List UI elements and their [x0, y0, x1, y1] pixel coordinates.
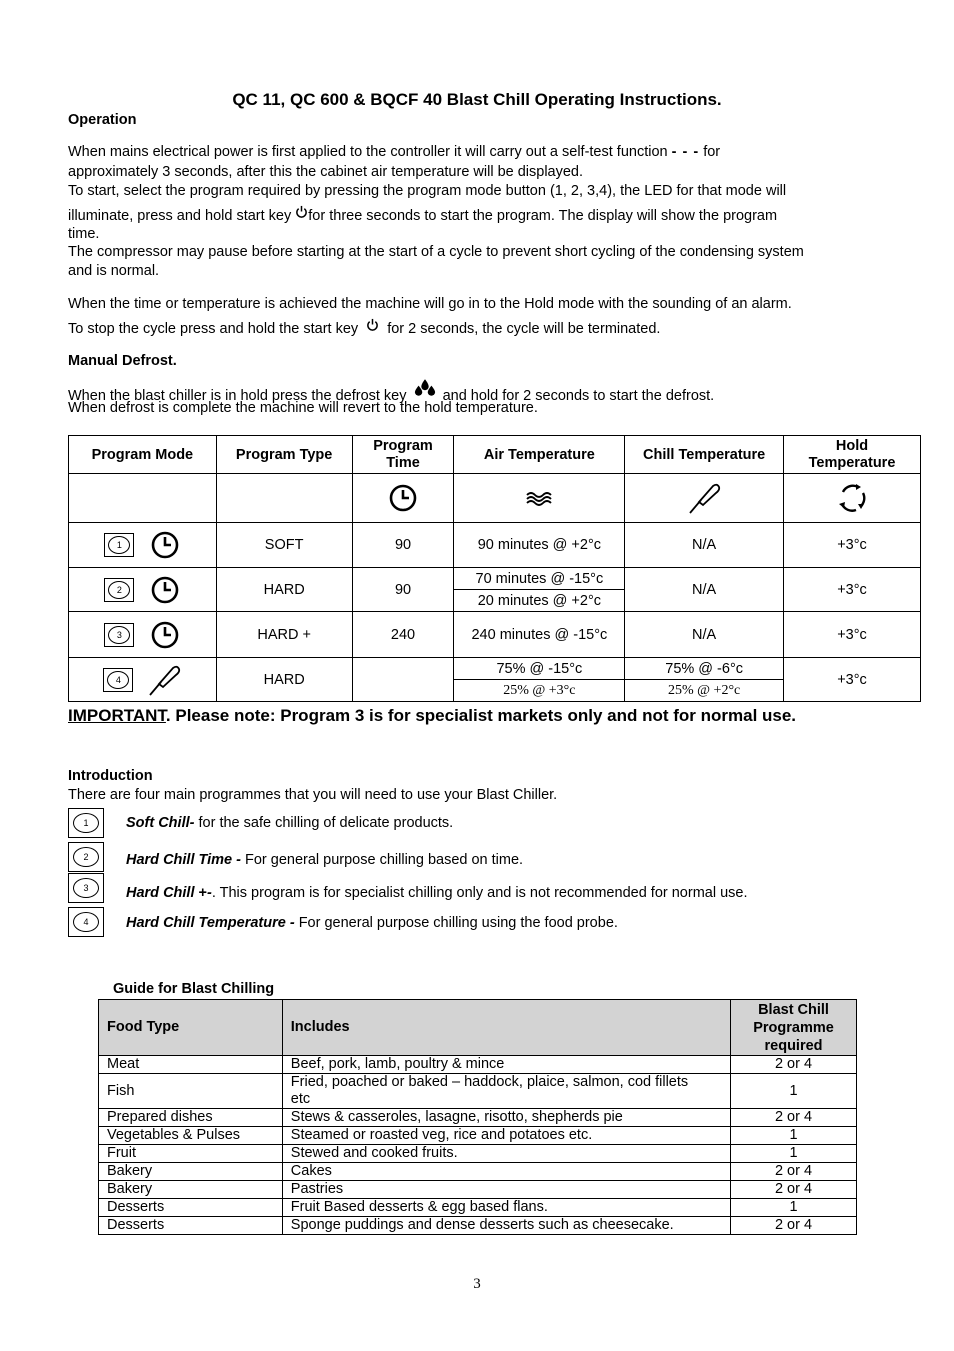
power-icon: [295, 205, 308, 218]
intro-item-desc: for the safe chilling of delicate products.: [194, 815, 454, 831]
program-table-icon-row: [69, 474, 921, 523]
operation-p1c: approximately 3 seconds, after this the cabinet air temperature will be displayed.: [68, 164, 584, 180]
introduction-heading: Introduction: [68, 768, 153, 784]
food-type: Fish: [99, 1074, 283, 1109]
chill-temperature: N/A: [625, 612, 784, 658]
program-number: 1: [108, 536, 130, 554]
intro-item-name: Soft Chill-: [126, 815, 195, 831]
programme: 1: [731, 1145, 857, 1163]
defrost-icon: [414, 378, 436, 397]
includes: Stewed and cooked fruits.: [282, 1145, 730, 1163]
food-type: Prepared dishes: [99, 1109, 283, 1127]
includes: Sponge puddings and dense desserts such as cheesecake.: [282, 1217, 730, 1235]
important-text: . Please note: Program 3 is for specialist markets only and not for normal use.: [165, 706, 797, 725]
operation-p1b: for: [703, 144, 721, 160]
operation-p3a: The compressor may pause before starting at the start of a cycle to prevent short cycling of the condensing system: [68, 244, 804, 260]
intro-item-name-suffix: -: [206, 885, 212, 901]
program-number: 4: [73, 912, 99, 932]
programme: 1: [731, 1127, 857, 1145]
important-label: IMPORTANT: [68, 706, 166, 725]
self-test-dashes: - - -: [671, 144, 700, 160]
food-type: Desserts: [99, 1217, 283, 1235]
includes: Beef, pork, lamb, poultry & mince: [282, 1056, 730, 1074]
program-row-1: [69, 523, 921, 568]
hold-temperature: +3°c: [784, 523, 921, 568]
includes: Stews & casseroles, lasagne, risotto, shepherds pie: [282, 1109, 730, 1127]
program-3-button-icon: [104, 623, 134, 647]
air-temperature: 25% @ +3°c: [454, 680, 625, 702]
program-mode-cell: [69, 658, 217, 702]
program-type: SOFT: [216, 523, 352, 568]
icon-cell-empty: [216, 474, 352, 523]
table-row: [99, 1109, 857, 1127]
program-number: 2: [108, 581, 130, 599]
hold-temperature: +3°c: [784, 658, 921, 702]
program-1-button-icon: [104, 533, 134, 557]
table-row: [99, 1199, 857, 1217]
program-4-button-icon: [103, 668, 133, 692]
guide-header-programme: Blast Chill Programme required: [731, 1000, 857, 1056]
table-row: [99, 1074, 857, 1109]
operation-p4b: To stop the cycle press and hold the start key: [68, 321, 359, 337]
intro-item-desc: . This program is for specialist chilling only and is not recommended for normal use.: [211, 885, 748, 901]
food-type: Fruit: [99, 1145, 283, 1163]
food-type: Meat: [99, 1056, 283, 1074]
program-mode-cell: [69, 568, 217, 612]
header-hold-temperature: Hold Temperature: [784, 436, 921, 474]
table-row: [99, 1145, 857, 1163]
guide-title: Guide for Blast Chilling: [113, 981, 275, 997]
guide-table: [98, 999, 857, 1235]
header-program-type: Program Type: [216, 436, 352, 474]
programme: 1: [731, 1074, 857, 1109]
includes: Steamed or roasted veg, rice and potatoes etc.: [282, 1127, 730, 1145]
food-probe-icon: [147, 663, 181, 697]
program-time: 90: [352, 523, 454, 568]
operation-p2c: for three seconds to start the program. The display will show the program: [308, 208, 778, 224]
programme: 1: [731, 1199, 857, 1217]
operation-p3b: and is normal.: [68, 263, 160, 279]
operation-p2b: illuminate, press and hold start key: [68, 208, 292, 224]
air-temperature: 20 minutes @ +2°c: [454, 590, 625, 612]
intro-item-text: [126, 885, 748, 901]
defrost-p1b: and hold for 2 seconds to start the defrost.: [442, 388, 715, 404]
program-4-button-icon: [68, 907, 104, 937]
hold-cycle-icon: [836, 482, 868, 514]
program-number: 3: [73, 878, 99, 898]
intro-item-name: Hard Chill Time -: [126, 852, 241, 868]
program-time: [352, 658, 454, 702]
program-mode-cell: [69, 523, 217, 568]
air-temperature: 70 minutes @ -15°c: [454, 568, 625, 590]
guide-header-includes: Includes: [282, 1000, 730, 1056]
programme: 2 or 4: [731, 1163, 857, 1181]
guide-header-row: [99, 1000, 857, 1056]
program-number: 3: [108, 626, 130, 644]
important-note: [68, 704, 886, 727]
program-time: 90: [352, 568, 454, 612]
air-flow-icon: [524, 488, 554, 508]
hold-temperature: +3°c: [784, 568, 921, 612]
clock-icon: [388, 483, 418, 513]
air-temperature: 90 minutes @ +2°c: [454, 523, 625, 568]
program-type: HARD +: [216, 612, 352, 658]
operation-paragraph-2b: [68, 205, 898, 226]
operation-paragraph-4b: [68, 318, 898, 339]
program-row-3: [69, 612, 921, 658]
table-row: [99, 1181, 857, 1199]
program-table-header: [69, 436, 921, 474]
program-type: HARD: [216, 568, 352, 612]
operation-paragraph-1: [68, 143, 898, 162]
includes: Pastries: [282, 1181, 730, 1199]
clock-icon: [150, 530, 180, 560]
operation-p1a: When mains electrical power is first applied to the controller it will carry out a self-test function: [68, 144, 668, 160]
icon-cell-air: [454, 474, 625, 523]
page-title: QC 11, QC 600 & BQCF 40 Blast Chill Operating Instructions.: [232, 90, 722, 109]
air-temperature: 75% @ -15°c: [454, 658, 625, 680]
header-chill-temperature: Chill Temperature: [625, 436, 784, 474]
includes: Fruit Based desserts & egg based flans.: [282, 1199, 730, 1217]
program-table: [68, 435, 921, 702]
intro-item-text: [126, 815, 453, 831]
header-program-mode: Program Mode: [69, 436, 217, 474]
food-type: Bakery: [99, 1163, 283, 1181]
programme: 2 or 4: [731, 1217, 857, 1235]
air-temperature: 240 minutes @ -15°c: [454, 612, 625, 658]
intro-item-name: Hard Chill Temperature -: [126, 915, 295, 931]
guide-header-food-type: Food Type: [99, 1000, 283, 1056]
icon-cell-time: [352, 474, 454, 523]
program-time: 240: [352, 612, 454, 658]
programme: 2 or 4: [731, 1056, 857, 1074]
includes: Cakes: [282, 1163, 730, 1181]
program-mode-cell: [69, 612, 217, 658]
program-type: HARD: [216, 658, 352, 702]
program-number: 1: [73, 813, 99, 833]
program-2-button-icon: [104, 578, 134, 602]
intro-item-name: Hard Chill: [126, 885, 195, 901]
includes: Fried, poached or baked – haddock, plaice, salmon, cod fillets etc: [282, 1074, 730, 1109]
programme: 2 or 4: [731, 1109, 857, 1127]
program-number: 2: [73, 847, 99, 867]
introduction-text: There are four main programmes that you will need to use your Blast Chiller.: [68, 787, 558, 803]
defrost-p1a: When the blast chiller is in hold press the defrost key: [68, 388, 407, 404]
table-row: [99, 1163, 857, 1181]
clock-icon: [150, 575, 180, 605]
operation-p2d: time.: [68, 226, 100, 242]
icon-cell-empty: [69, 474, 217, 523]
chill-temperature: 75% @ -6°c: [625, 658, 784, 680]
operation-p2a: To start, select the program required by pressing the program mode button (1, 2, 3,4), the LED for that mode will: [68, 183, 787, 199]
operation-p4a: When the time or temperature is achieved the machine will go in to the Hold mode with the sounding of an alarm.: [68, 296, 792, 312]
clock-icon: [150, 620, 180, 650]
programme: 2 or 4: [731, 1181, 857, 1199]
defrost-heading: Manual Defrost.: [68, 353, 177, 369]
power-icon: [366, 318, 379, 331]
chill-temperature: N/A: [625, 523, 784, 568]
intro-item-text: [126, 852, 523, 868]
plus-symbol: +: [198, 885, 207, 901]
program-number: 4: [107, 671, 129, 689]
operation-p4c: for 2 seconds, the cycle will be terminated.: [387, 321, 661, 337]
intro-item-desc: For general purpose chilling based on time.: [240, 852, 524, 868]
header-program-time: Program Time: [352, 436, 454, 474]
chill-temperature: N/A: [625, 568, 784, 612]
defrost-p2: When defrost is complete the machine will revert to the hold temperature.: [68, 400, 538, 416]
food-type: Bakery: [99, 1181, 283, 1199]
program-3-button-icon: [68, 873, 104, 903]
header-air-temperature: Air Temperature: [454, 436, 625, 474]
page-number: 3: [473, 1276, 481, 1292]
program-row-4: [69, 658, 921, 680]
food-type: Desserts: [99, 1199, 283, 1217]
program-1-button-icon: [68, 808, 104, 838]
food-probe-icon: [687, 481, 721, 515]
table-row: [99, 1127, 857, 1145]
table-row: [99, 1056, 857, 1074]
chill-temperature: 25% @ +2°c: [625, 680, 784, 702]
program-row-2: [69, 568, 921, 590]
operation-heading: Operation: [68, 112, 137, 128]
table-row: [99, 1217, 857, 1235]
icon-cell-chill: [625, 474, 784, 523]
program-2-button-icon: [68, 842, 104, 872]
intro-item-desc: For general purpose chilling using the food probe.: [294, 915, 618, 931]
icon-cell-hold: [784, 474, 921, 523]
intro-item-text: [126, 915, 618, 931]
hold-temperature: +3°c: [784, 612, 921, 658]
food-type: Vegetables & Pulses: [99, 1127, 283, 1145]
